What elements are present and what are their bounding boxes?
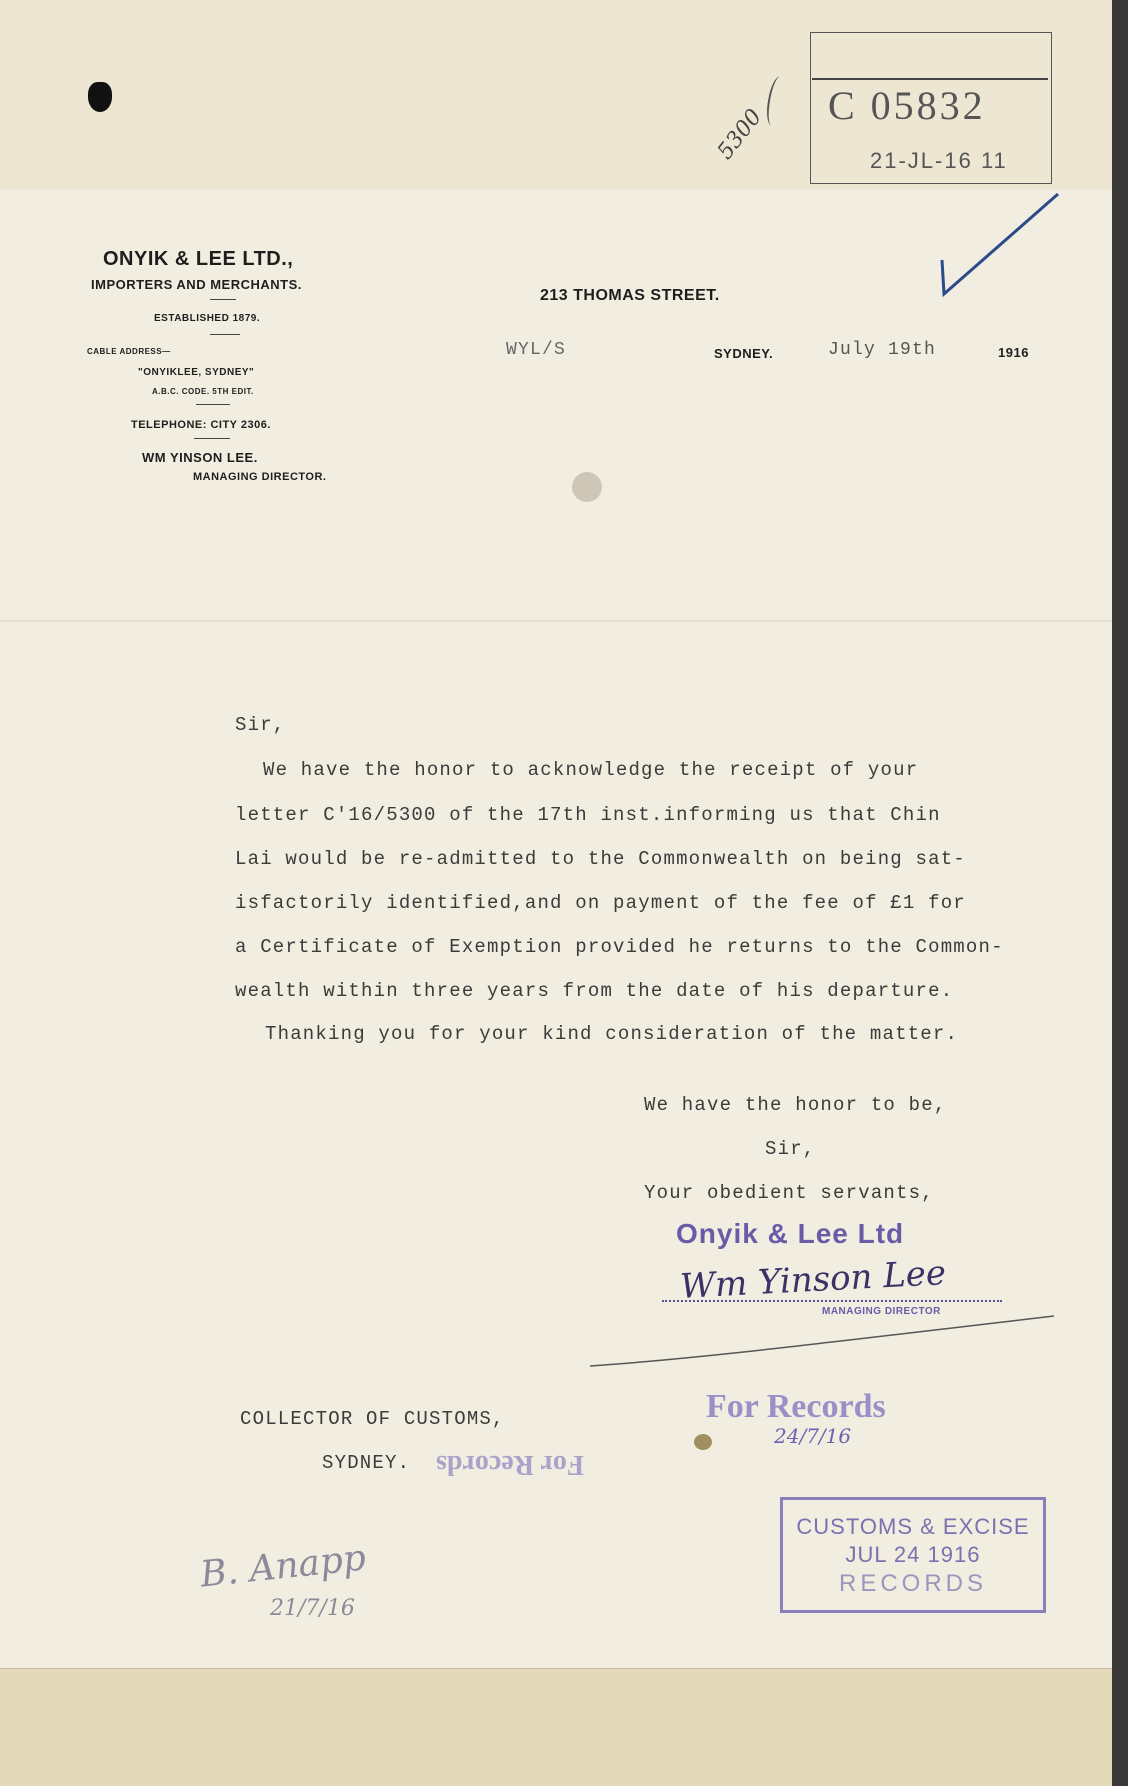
for-records-mirrored: For Records xyxy=(436,1449,584,1480)
body-line-5: a Certificate of Exemption provided he returns to the Common- xyxy=(235,936,1004,958)
signature-dotted-line xyxy=(662,1300,1002,1302)
for-records-date: 24/7/16 xyxy=(774,1424,852,1448)
cable-address: "ONYIKLEE, SYDNEY" xyxy=(138,367,255,378)
letter-year: 1916 xyxy=(998,345,1029,360)
rule-4 xyxy=(194,438,230,439)
body-line-1: We have the honor to acknowledge the receipt of your xyxy=(263,759,919,781)
closing-line-2: Sir, xyxy=(765,1138,816,1160)
body-line-3: Lai would be re-admitted to the Commonwealth on being sat- xyxy=(235,848,966,870)
right-edge xyxy=(1112,0,1128,1786)
initials: B. Anapp xyxy=(198,1537,368,1596)
company-name: ONYIK & LEE LTD., xyxy=(103,248,294,270)
addressee-line-2: SYDNEY. xyxy=(322,1452,411,1474)
abc-code: A.B.C. CODE. 5TH EDIT. xyxy=(152,387,254,396)
registry-file-number: C 05832 xyxy=(828,83,986,128)
registry-date: 21-JL-16 11 xyxy=(870,148,1008,173)
telephone: TELEPHONE: CITY 2306. xyxy=(131,419,271,431)
addressee-line-1: COLLECTOR OF CUSTOMS, xyxy=(240,1408,505,1430)
signature-title: MANAGING DIRECTOR xyxy=(822,1306,941,1317)
punch-mark xyxy=(88,82,112,112)
customs-records-stamp xyxy=(780,1497,1046,1613)
bottom-strip xyxy=(0,1668,1112,1786)
signature-underline xyxy=(588,1310,1058,1370)
body-line-4: isfactorily identified,and on payment of the fee of £1 for xyxy=(235,892,966,914)
street-address: 213 THOMAS STREET. xyxy=(540,287,720,304)
company-business: IMPORTERS AND MERCHANTS. xyxy=(91,277,302,292)
director-name: WM YINSON LEE. xyxy=(142,450,258,465)
closing-line-3: Your obedient servants, xyxy=(644,1182,934,1204)
established: ESTABLISHED 1879. xyxy=(154,313,261,324)
company-stamp: Onyik & Lee Ltd xyxy=(676,1218,905,1249)
signature: Wm Yinson Lee xyxy=(679,1253,947,1307)
rule-2 xyxy=(210,334,240,335)
city: SYDNEY. xyxy=(714,346,774,361)
ink-blot xyxy=(694,1434,712,1450)
letter-sheet xyxy=(0,190,1112,1668)
reference: WYL/S xyxy=(506,340,567,360)
handwritten-ref: 5300 xyxy=(712,104,768,165)
closing-line-1: We have the honor to be, xyxy=(644,1094,947,1116)
customs-stamp-line-3: RECORDS xyxy=(838,1570,987,1597)
letter-date: July 19th xyxy=(828,340,937,360)
body-line-2: letter C'16/5300 of the 17th inst.informing us that Chin xyxy=(235,804,941,826)
salutation: Sir, xyxy=(235,714,286,736)
cable-label: CABLE ADDRESS— xyxy=(87,347,171,356)
director-title: MANAGING DIRECTOR. xyxy=(193,471,327,483)
stain xyxy=(572,472,602,502)
fold-shadow xyxy=(0,620,1112,622)
initials-date: 21/7/16 xyxy=(270,1596,355,1621)
customs-stamp-line-2: JUL 24 1916 xyxy=(845,1542,981,1567)
customs-stamp-line-1: CUSTOMS & EXCISE xyxy=(796,1514,1030,1539)
body-line-7: Thanking you for your kind consideration of the matter. xyxy=(265,1023,959,1045)
rule-1 xyxy=(210,299,236,300)
for-records-stamp: For Records xyxy=(706,1388,886,1425)
check-mark xyxy=(930,190,1070,300)
rule-3 xyxy=(196,404,230,405)
body-line-6: wealth within three years from the date of his departure. xyxy=(235,980,954,1002)
